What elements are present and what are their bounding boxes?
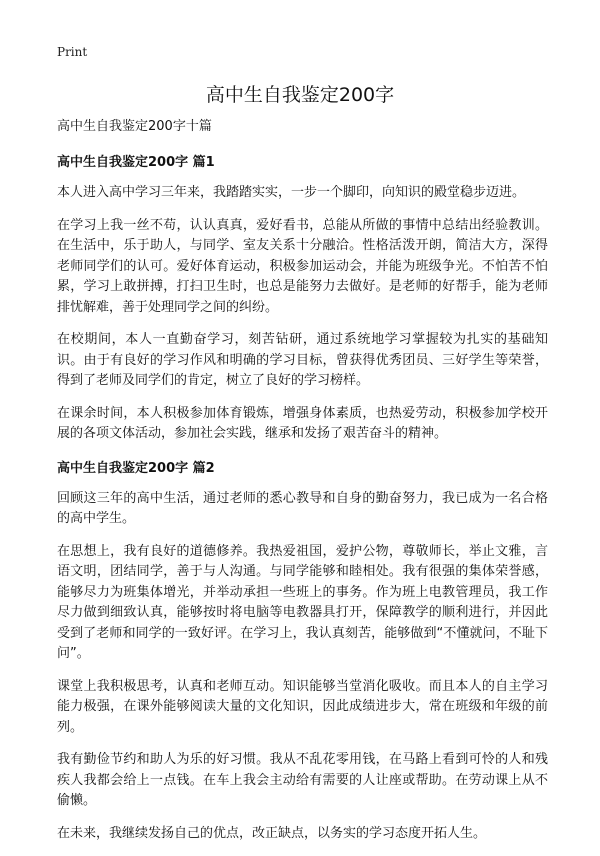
paragraph: 在课余时间，本人积极参加体育锻炼，增强身体素质，也热爱劳动，积极参加学校开展的各项文体活动，参加社会实践，继承和发扬了艰苦奋斗的精神。 <box>57 405 548 441</box>
document-body <box>57 117 548 856</box>
print-link[interactable]: Print <box>57 45 88 59</box>
paragraph: 在思想上，我有良好的道德修养。我热爱祖国，爱护公物，尊敬师长，举止文雅，言语文明，团结同学，善于与人沟通。与同学能够和睦相处。我有很强的集体荣誉感，能够尽力为班集体增光，并举动承担一些班上的事务。作为班上电教管理员，我工作尽力做到细致认真，能够按时将电脑等电教器具打开，保障教学的顺利进行，并因此受到了老师和同学的一致好评。在学习上，我认真刻苦，能够做到“不懂就问，不耻下问”。 <box>57 543 548 661</box>
section-1 <box>57 153 548 445</box>
paragraph: 我有勤俭节约和助人为乐的好习惯。我从不乱花零用钱，在马路上看到可怜的人和残疾人我都会给上一点钱。在车上我会主动给有需要的人让座或帮助。在劳动课上从不偷懒。 <box>57 752 548 808</box>
section-heading: 高中生自我鉴定200字 篇1 <box>57 155 215 170</box>
paragraph: 在校期间，本人一直勤奋学习，刻苦钻研，通过系统地学习掌握较为扎实的基础知识。由于有良好的学习作风和明确的学习目标，曾获得优秀团员、三好学生等荣誉，得到了老师及同学们的肯定，树立了良好的学习榜样。 <box>57 332 548 388</box>
paragraph: 在学习上我一丝不苟，认认真真，爱好看书，总能从所做的事情中总结出经验教训。在生活中，乐于助人，与同学、室友关系十分融洽。性格活泼开朗，简洁大方，深得老师同学们的认可。爱好体育运动，积极参加运动会，并能为班级争光。不怕苦不怕累，学习上敢拼搏，打扫卫生时，也总是能努力去做好。是老师的好帮手，能为老师排忧解难，善于处理同学之间的纠纷。 <box>57 217 548 315</box>
paragraph: 回顾这三年的高中生活，通过老师的悉心教导和自身的勤奋努力，我已成为一名合格的高中学生。 <box>57 490 548 526</box>
paragraph: 本人进入高中学习三年来，我踏踏实实，一步一个脚印，向知识的殿堂稳步迈进。 <box>57 185 526 200</box>
paragraph: 在未来，我继续发扬自己的优点，改正缺点，以务实的学习态度开拓人生。 <box>57 825 487 841</box>
section-2 <box>57 459 548 845</box>
paragraph: 课堂上我积极思考，认真和老师互动。知识能够当堂消化吸收。而且本人的自主学习能力极强，在课外能够阅读大量的文化知识，因此成绩进步大，常在班级和年级的前列。 <box>57 678 548 735</box>
document-subtitle: 高中生自我鉴定200字十篇 <box>57 119 212 134</box>
section-heading: 高中生自我鉴定200字 篇2 <box>57 460 215 476</box>
page-title: 高中生自我鉴定200字 <box>205 84 395 106</box>
